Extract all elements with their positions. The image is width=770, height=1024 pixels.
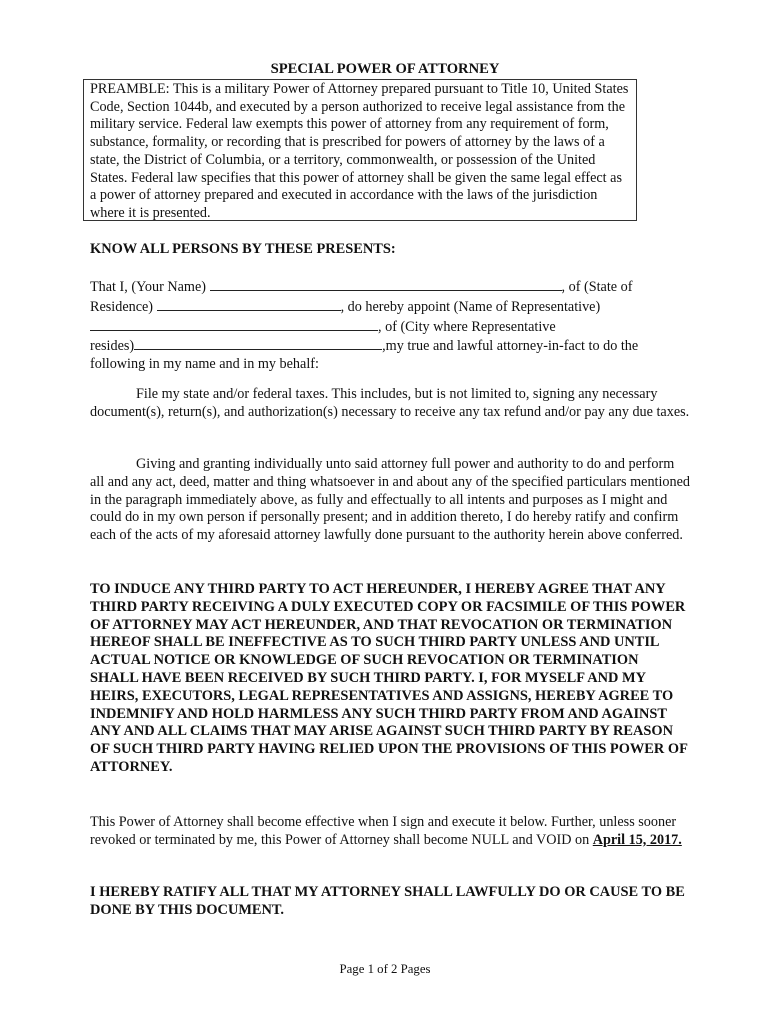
effective-text: This Power of Attorney shall become effective when I sign and execute it below. Further, unless sooner revoked or terminated by me, this Power of Attorney shall become NULL and VOID on <box>90 814 677 848</box>
appointment-line-3 <box>90 317 690 337</box>
appointment-line-4 <box>90 336 690 356</box>
paragraph-granting: Giving and granting individually unto said attorney full power and authority to do and perform all and any act, deed, matter and thing whatsoever in and about any of the specified particulars mentioned in the paragraph immediately above, as fully and effectually to all intents and purposes as I might and could do in my own person if personally present; and in addition thereto, I do hereby ratify and confirm each of the acts of my aforesaid attorney lawfully done pursuant to the authority herein above conferred. <box>90 456 690 544</box>
residence-label: Residence) <box>90 298 157 315</box>
paragraph-taxes: File my state and/or federal taxes. This includes, but is not limited to, signing any necessary document(s), return(s), and authorization(s) necessary to receive any tax refund and/or pay any due taxes. <box>90 386 690 420</box>
appointment-paragraph <box>90 277 690 374</box>
representative-name-label: , do hereby appoint (Name of Representative) <box>340 298 601 315</box>
representative-city-label: , of (City where Representative <box>378 318 556 335</box>
expiration-date: April 15, 2017. <box>592 831 682 848</box>
representative-city-field[interactable] <box>134 336 382 350</box>
state-of-residence-label: , of (State of <box>561 279 633 295</box>
paragraph-ratify: I HEREBY RATIFY ALL THAT MY ATTORNEY SHALL LAWFULLY DO OR CAUSE TO BE DONE BY THIS DOCUMENT. <box>90 884 685 918</box>
paragraph-effective <box>90 814 690 850</box>
attorney-in-fact-text: ,my true and lawful attorney-in-fact to do the <box>382 338 639 355</box>
page-footer: Page 1 of 2 Pages <box>339 962 431 976</box>
paragraph-third-party: TO INDUCE ANY THIRD PARTY TO ACT HEREUNDER, I HEREBY AGREE THAT ANY THIRD PARTY RECEIVING A DULY EXECUTED COPY OR FACSIMILE OF THIS POWER OF ATTORNEY MAY ACT HEREUNDER, AND THAT REVOCATION OR TERMINATION HEREOF SHALL BE INEFFECTIVE AS TO SUCH THIRD PARTY UNLESS AND UNTIL ACTUAL NOTICE OR KNOWLEDGE OF SUCH REVOCATION OR TERMINATION SHALL HAVE BEEN RECEIVED BY SUCH THIRD PARTY. I, FOR MYSELF AND MY HEIRS, EXECUTORS, LEGAL REPRESENTATIVES AND ASSIGNS, HEREBY AGREE TO INDEMNIFY AND HOLD HARMLESS ANY SUCH THIRD PARTY FROM AND AGAINST ANY AND ALL CLAIMS THAT MAY ARISE AGAINST SUCH THIRD PARTY BY REASON OF SUCH THIRD PARTY HAVING RELIED UPON THE PROVISIONS OF THIS POWER OF ATTORNEY. <box>90 581 688 775</box>
appointment-line-5: following in my name and in my behalf: <box>90 356 319 373</box>
document-title: SPECIAL POWER OF ATTORNEY <box>270 61 500 77</box>
state-of-residence-field[interactable] <box>157 297 341 311</box>
section-heading: KNOW ALL PERSONS BY THESE PRESENTS: <box>90 241 396 257</box>
your-name-field[interactable] <box>210 277 562 291</box>
resides-label: resides) <box>90 338 135 355</box>
representative-name-field[interactable] <box>90 317 378 331</box>
appointment-line-1 <box>90 277 690 297</box>
preamble-box: PREAMBLE: This is a military Power of Attorney prepared pursuant to Title 10, United States Code, Section 1044b, and executed by a person authorized to receive legal assistance from the military service. Federal law exempts this power of attorney from any requirement of form, substance, formality, or recording that is prescribed for powers of attorney by the laws of a state, the District of Columbia, or a territory, commonwealth, or possession of the United States. Federal law specifies that this power of attorney shall be given the same legal effect as a power of attorney prepared and executed in accordance with the laws of the jurisdiction where it is presented. <box>83 79 637 221</box>
appointment-line-2 <box>90 297 690 317</box>
your-name-label: That I, (Your Name) <box>90 279 210 295</box>
